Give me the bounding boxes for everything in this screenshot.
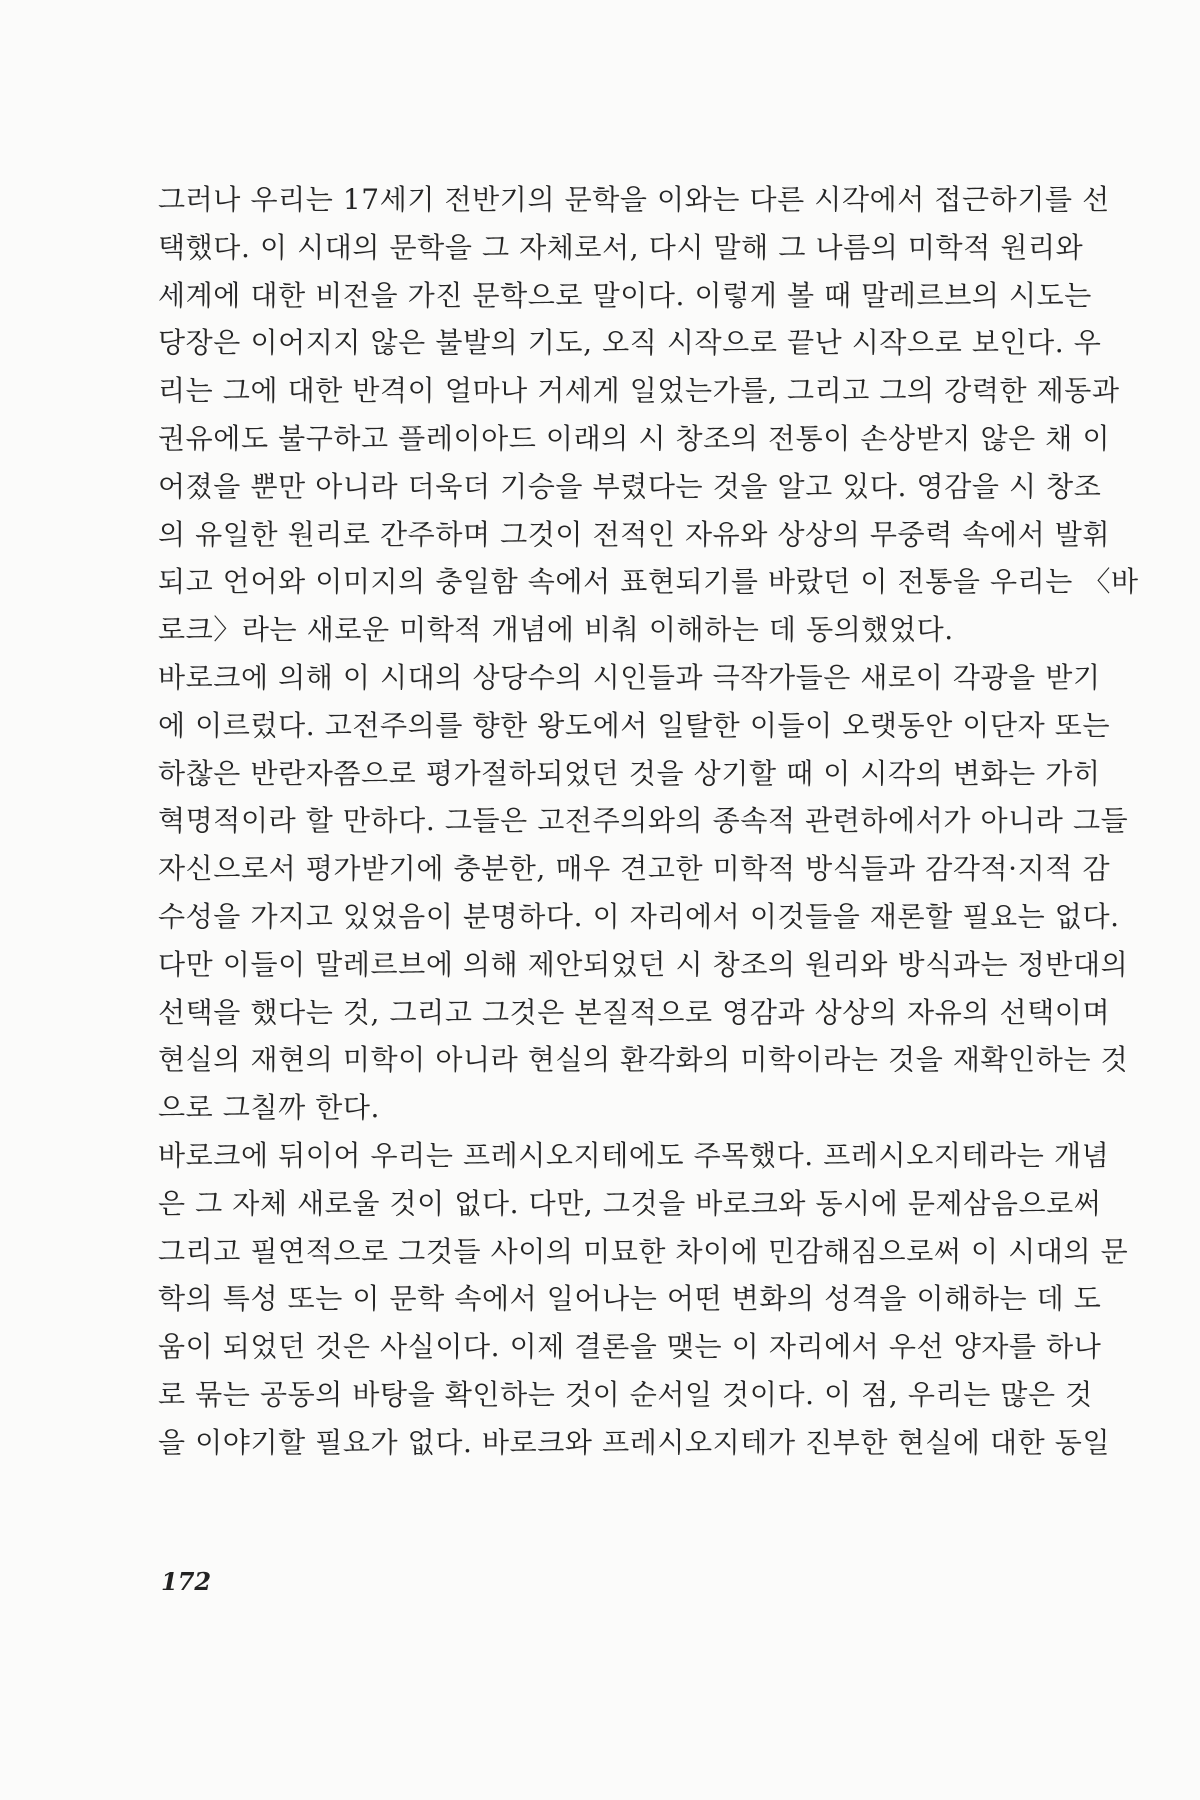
page-number: 172 bbox=[161, 1567, 212, 1596]
body-text bbox=[158, 176, 1139, 1467]
text-line: 학의 특성 또는 이 문학 속에서 일어나는 어떤 변화의 성격을 이해하는 데 도 bbox=[158, 1282, 1102, 1316]
text-line: 을 이야기할 필요가 없다. 바로크와 프레시오지테가 진부한 현실에 대한 동일 bbox=[158, 1425, 1111, 1459]
text-line: 당장은 이어지지 않은 불발의 기도, 오직 시작으로 끝난 시작으로 보인다. 우 bbox=[158, 326, 1102, 360]
text-line: 선택을 했다는 것, 그리고 그것은 본질적으로 영감과 상상의 자유의 선택이며 bbox=[158, 995, 1111, 1029]
text-line: 로크〉라는 새로운 미학적 개념에 비춰 이해하는 데 동의했었다. bbox=[158, 613, 954, 647]
text-line: 되고 언어와 이미지의 충일함 속에서 표현되기를 바랐던 이 전통을 우리는 〈바 bbox=[158, 565, 1139, 599]
text-line: 바로크에 의해 이 시대의 상당수의 시인들과 극작가들은 새로이 각광을 받기 bbox=[158, 660, 1101, 694]
text-line: 다만 이들이 말레르브에 의해 제안되었던 시 창조의 원리와 방식과는 정반대의 bbox=[158, 947, 1129, 981]
text-line: 움이 되었던 것은 사실이다. 이제 결론을 맺는 이 자리에서 우선 양자를 하나 bbox=[158, 1330, 1102, 1364]
text-line: 의 유일한 원리로 간주하며 그것이 전적인 자유와 상상의 무중력 속에서 발휘 bbox=[158, 517, 1111, 551]
text-line: 하찮은 반란자쯤으로 평가절하되었던 것을 상기할 때 이 시각의 변화는 가히 bbox=[158, 756, 1101, 790]
text-line: 에 이르렀다. 고전주의를 향한 왕도에서 일탈한 이들이 오랫동안 이단자 또는 bbox=[158, 708, 1111, 742]
text-line: 로 묶는 공동의 바탕을 확인하는 것이 순서일 것이다. 이 점, 우리는 많은 것 bbox=[158, 1377, 1093, 1411]
text-line: 바로크에 뒤이어 우리는 프레시오지테에도 주목했다. 프레시오지테라는 개념 bbox=[158, 1138, 1110, 1172]
text-line: 은 그 자체 새로울 것이 없다. 다만, 그것을 바로크와 동시에 문제삼음으로써 bbox=[158, 1186, 1102, 1220]
text-line: 권유에도 불구하고 플레이아드 이래의 시 창조의 전통이 손상받지 않은 채 이 bbox=[158, 421, 1111, 455]
text-line: 수성을 가지고 있었음이 분명하다. 이 자리에서 이것들을 재론할 필요는 없다. bbox=[158, 899, 1120, 933]
text-line: 혁명적이라 할 만하다. 그들은 고전주의와의 종속적 관련하에서가 아니라 그들 bbox=[158, 804, 1129, 838]
text-line: 자신으로서 평가받기에 충분한, 매우 견고한 미학적 방식들과 감각적·지적 감 bbox=[158, 852, 1111, 886]
text-line: 리는 그에 대한 반격이 얼마나 거세게 일었는가를, 그리고 그의 강력한 제동과 bbox=[158, 374, 1120, 408]
text-line: 으로 그칠까 한다. bbox=[158, 1091, 381, 1125]
text-line: 세계에 대한 비전을 가진 문학으로 말이다. 이렇게 볼 때 말레르브의 시도는 bbox=[158, 278, 1092, 312]
text-line: 현실의 재현의 미학이 아니라 현실의 환각화의 미학이라는 것을 재확인하는 것 bbox=[158, 1043, 1129, 1077]
text-line: 택했다. 이 시대의 문학을 그 자체로서, 다시 말해 그 나름의 미학적 원리와 bbox=[158, 230, 1084, 264]
text-line: 그리고 필연적으로 그것들 사이의 미묘한 차이에 민감해짐으로써 이 시대의 문 bbox=[158, 1234, 1129, 1268]
text-line: 그러나 우리는 17세기 전반기의 문학을 이와는 다른 시각에서 접근하기를 선 bbox=[158, 183, 1110, 216]
text-line: 어졌을 뿐만 아니라 더욱더 기승을 부렸다는 것을 알고 있다. 영감을 시 창조 bbox=[158, 469, 1102, 503]
